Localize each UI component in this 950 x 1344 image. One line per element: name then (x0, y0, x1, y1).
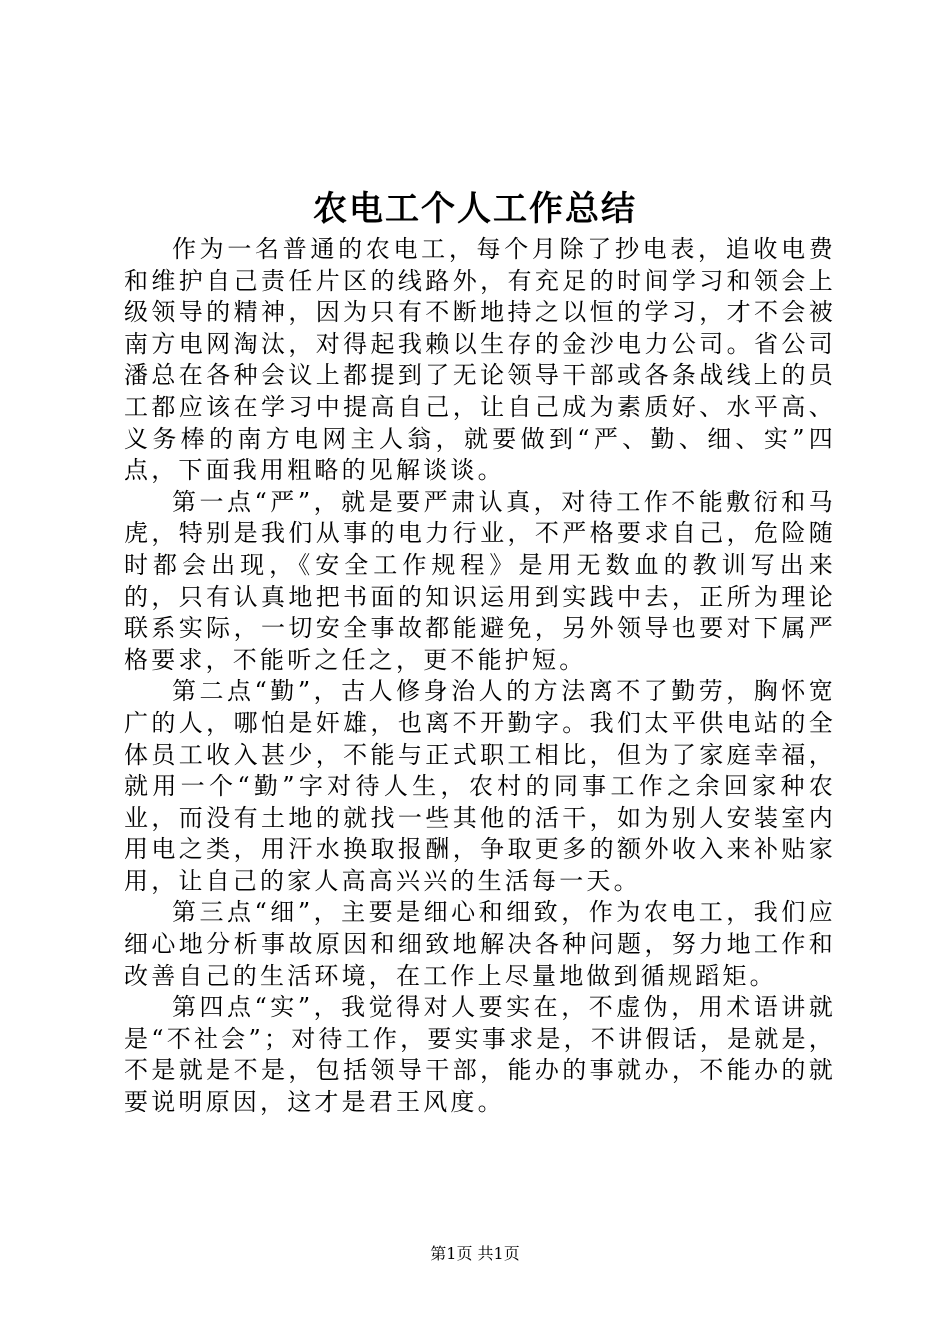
document-body (124, 234, 836, 1119)
document-title: 农电工个人工作总结 (313, 189, 637, 229)
paragraph-point-four: 第四点“实”，我觉得对人要实在，不虚伪，用术语讲就是“不社会”；对待工作，要实事求是，不讲假话，是就是，不是就是不是，包括领导干部，能办的事就办，不能办的就要说明原因，这才是君王风度。 (124, 993, 836, 1117)
paragraph-point-two: 第二点“勤”，古人修身治人的方法离不了勤劳，胸怀宽广的人，哪怕是奸雄，也离不开勤字。我们太平供电站的全体员工收入甚少，不能与正式职工相比，但为了家庭幸福，就用一个“勤”字对待人生，农村的同事工作之余回家种农业，而没有土地的就找一些其他的活干，如为别人安装室内用电之类，用汗水换取报酬，争取更多的额外收入来补贴家用，让自己的家人高高兴兴的生活每一天。 (124, 677, 836, 895)
page-footer: 第1页 共1页 (430, 1244, 520, 1263)
paragraph-point-three: 第三点“细”，主要是细心和细致，作为农电工，我们应细心地分析事故原因和细致地解决各种问题，努力地工作和改善自己的生活环境，在工作上尽量地做到循规蹈矩。 (124, 898, 836, 990)
paragraph-intro: 作为一名普通的农电工，每个月除了抄电表，追收电费和维护自己责任片区的线路外，有充足的时间学习和领会上级领导的精神，因为只有不断地持之以恒的学习，才不会被南方电网淘汰，对得起我赖以生存的金沙电力公司。省公司潘总在各种会议上都提到了无论领导干部或各条战线上的员工都应该在学习中提高自己，让自己成为素质好、水平高、义务棒的南方电网主人翁，就要做到“严、勤、细、实”四点，下面我用粗略的见解谈谈。 (124, 235, 836, 485)
paragraph-point-one: 第一点“严”，就是要严肃认真，对待工作不能敷衍和马虎，特别是我们从事的电力行业，不严格要求自己，危险随时都会出现，《安全工作规程》是用无数血的教训写出来的，只有认真地把书面的知识运用到实践中去，正所为理论联系实际，一切安全事故都能避免，另外领导也要对下属严格要求，不能听之任之，更不能护短。 (124, 487, 836, 674)
